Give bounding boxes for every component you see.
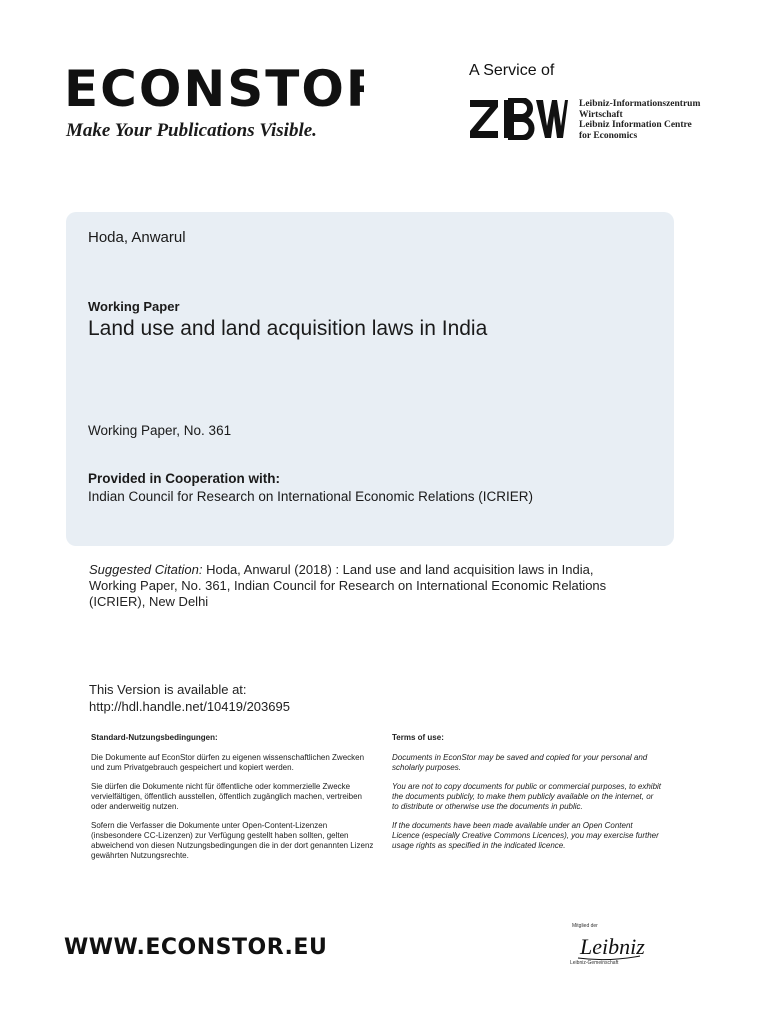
zbw-name [579, 99, 700, 141]
econstor-logo [64, 60, 364, 121]
terms-english-heading: Terms of use: [392, 733, 444, 742]
author-name: Hoda, Anwarul [88, 229, 186, 246]
leibniz-signature: Leibniz [580, 934, 645, 959]
zbw-line: Leibniz Information Centre [579, 120, 692, 130]
zbw-line: Leibniz-Informationszentrum [579, 99, 701, 109]
citation-label: Suggested Citation: [89, 562, 203, 577]
service-label: A Service of [469, 62, 555, 79]
leibniz-caption: Leibniz-Gemeinschaft [570, 960, 619, 966]
econstor-logo-mark [64, 60, 364, 116]
terms-english-paragraph: You are not to copy documents for public or commercial purposes, to exhibit the documents publicly, to make them publicly available on the internet, or to distribute or otherwise use the documents in public. [392, 782, 662, 811]
leibniz-logo [566, 918, 648, 976]
handle-link[interactable]: http://hdl.handle.net/10419/203695 [89, 699, 290, 714]
citation-text: Hoda, Anwarul (2018) : Land use and land acquisition laws in India, Working Paper, No. 361, Indian Council for Research on International Economic Relations (ICRIER), New Delhi [89, 562, 607, 609]
leibniz-member-label: Mitglied der [572, 923, 598, 929]
zbw-line: Wirtschaft [579, 109, 623, 120]
terms-german-paragraph: Die Dokumente auf EconStor dürfen zu eigenen wissenschaftlichen Zwecken und zum Privatgebrauch gespeichert und kopiert werden. [91, 753, 365, 772]
terms-english [392, 733, 662, 860]
publication-series: Working Paper, No. 361 [88, 423, 232, 438]
zbw-line: for Economics [579, 130, 638, 141]
record-card [66, 212, 674, 546]
terms-english-paragraph: If the documents have been made available under an Open Content Licence (especially Creative Commons Licences), you may exercise further usage rights as specified in the indicated licence. [392, 821, 659, 850]
terms-german-paragraph: Sofern die Verfasser die Dokumente unter Open-Content-Lizenzen (insbesondere CC-Lizenzen) zur Verfügung gestellt haben sollten, gelten abweichend von diesen Nutzungsbedingungen die in der dort genannten Lizenz gewährten Nutzungsrechte. [91, 821, 374, 860]
zbw-logo-icon [468, 98, 568, 140]
terms-german-heading: Standard-Nutzungsbedingungen: [91, 733, 218, 742]
publication-title: Land use and land acquisition laws in India [88, 317, 488, 340]
version-info [89, 681, 290, 715]
version-label: This Version is available at: [89, 682, 247, 697]
econstor-logo-text: ECONSTOR [64, 60, 364, 116]
suggested-citation [89, 562, 629, 610]
econstor-tagline: Make Your Publications Visible. [66, 120, 317, 141]
cooperation-institution: Indian Council for Research on International Economic Relations (ICRIER) [88, 489, 533, 504]
terms-english-paragraph: Documents in EconStor may be saved and copied for your personal and scholarly purposes. [392, 753, 648, 772]
econstor-website-link[interactable]: WWW.ECONSTOR.EU [64, 935, 328, 960]
terms-german [91, 733, 376, 870]
publication-type: Working Paper [88, 299, 180, 314]
terms-german-paragraph: Sie dürfen die Dokumente nicht für öffentliche oder kommerzielle Zwecke vervielfältigen, öffentlich ausstellen, öffentlich zugänglich machen, vertreiben oder anderweitig nutzen. [91, 782, 362, 811]
cooperation-label: Provided in Cooperation with: [88, 471, 280, 486]
